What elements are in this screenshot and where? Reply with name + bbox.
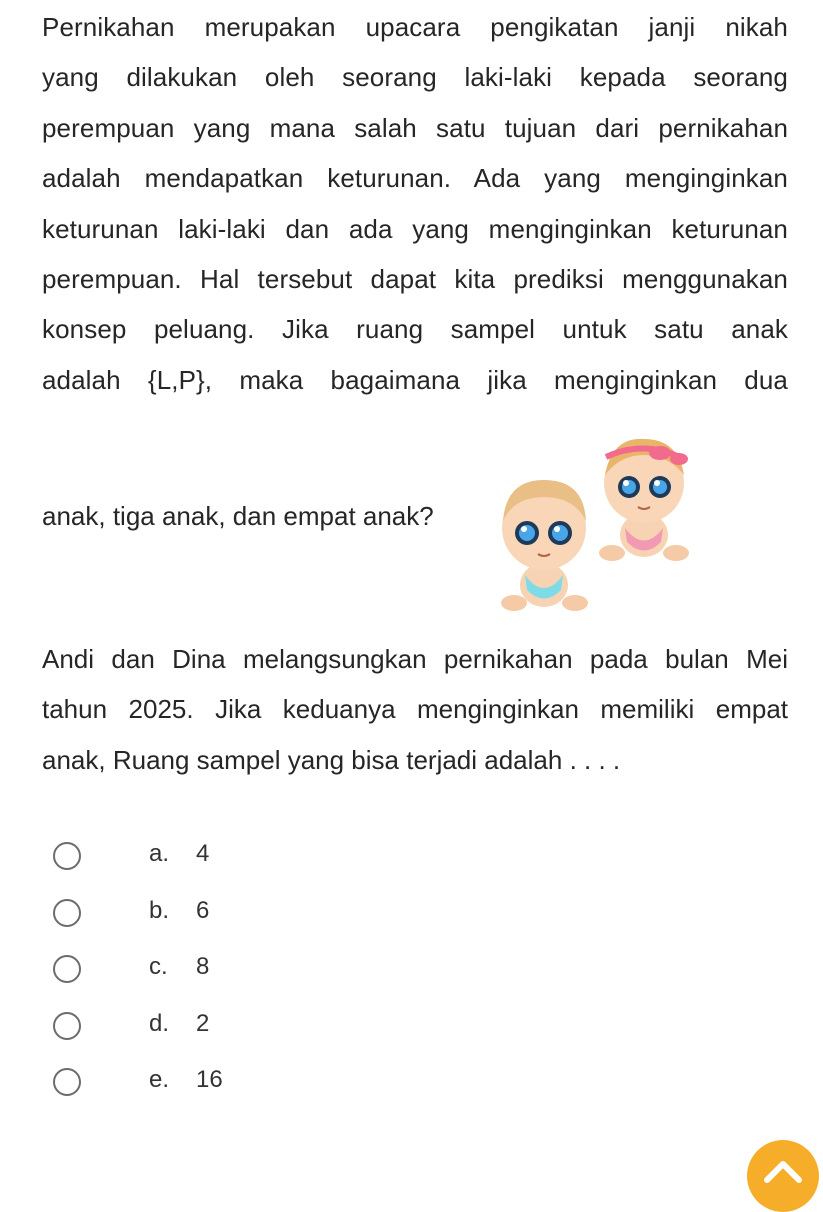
- passage-line: keturunan laki-laki dan ada yang menginginkan keturunan: [42, 213, 788, 244]
- passage-line: yang dilakukan oleh seorang laki-laki kepada seorang: [42, 62, 788, 93]
- answer-options: [0, 828, 823, 1111]
- passage-line: konsep peluang. Jika ruang sampel untuk satu anak: [42, 314, 788, 345]
- passage-line: Pernikahan merupakan upacara pengikatan janji nikah: [42, 12, 788, 42]
- option-b[interactable]: [0, 885, 823, 942]
- radio-button[interactable]: [53, 955, 81, 983]
- option-letter: b.: [149, 896, 170, 924]
- radio-button[interactable]: [53, 1068, 81, 1096]
- baby-girl-icon: [599, 439, 689, 561]
- option-e[interactable]: [0, 1054, 823, 1111]
- radio-button[interactable]: [53, 1012, 81, 1040]
- question-line: tahun 2025. Jika keduanya menginginkan memiliki empat: [42, 694, 788, 725]
- option-letter: a.: [149, 840, 170, 867]
- option-d[interactable]: [0, 998, 823, 1055]
- option-a[interactable]: [0, 828, 823, 885]
- radio-button[interactable]: [53, 842, 81, 870]
- option-value: 2: [196, 1009, 210, 1037]
- two-babies-illustration: [492, 425, 702, 620]
- question-line: anak, Ruang sampel yang bisa terjadi adalah . . . .: [42, 744, 621, 775]
- option-value: 4: [196, 840, 210, 867]
- option-value: 8: [196, 953, 210, 980]
- option-letter: c.: [149, 953, 168, 980]
- option-letter: e.: [149, 1066, 170, 1093]
- chevron-up-icon: [763, 1154, 803, 1184]
- intro-passage: [42, 2, 788, 405]
- option-letter: d.: [149, 1009, 170, 1037]
- passage-line: adalah {L,P}, maka bagaimana jika menginginkan dua: [42, 364, 788, 395]
- option-value: 6: [196, 896, 210, 924]
- passage-line: perempuan. Hal tersebut dapat kita prediksi menggunakan: [42, 263, 788, 294]
- question-text: [42, 634, 788, 785]
- option-c[interactable]: [0, 941, 823, 998]
- radio-button[interactable]: [53, 899, 81, 927]
- question-line: Andi dan Dina melangsungkan pernikahan pada bulan Mei: [42, 644, 788, 674]
- scroll-to-top-button[interactable]: [747, 1140, 819, 1212]
- option-value: 16: [196, 1066, 223, 1093]
- baby-boy-icon: [501, 480, 588, 611]
- passage-line: adalah mendapatkan keturunan. Ada yang menginginkan: [42, 163, 788, 194]
- passage-last-line: anak, tiga anak, dan empat anak?: [42, 501, 434, 531]
- passage-line: perempuan yang mana salah satu tujuan dari pernikahan: [42, 112, 788, 143]
